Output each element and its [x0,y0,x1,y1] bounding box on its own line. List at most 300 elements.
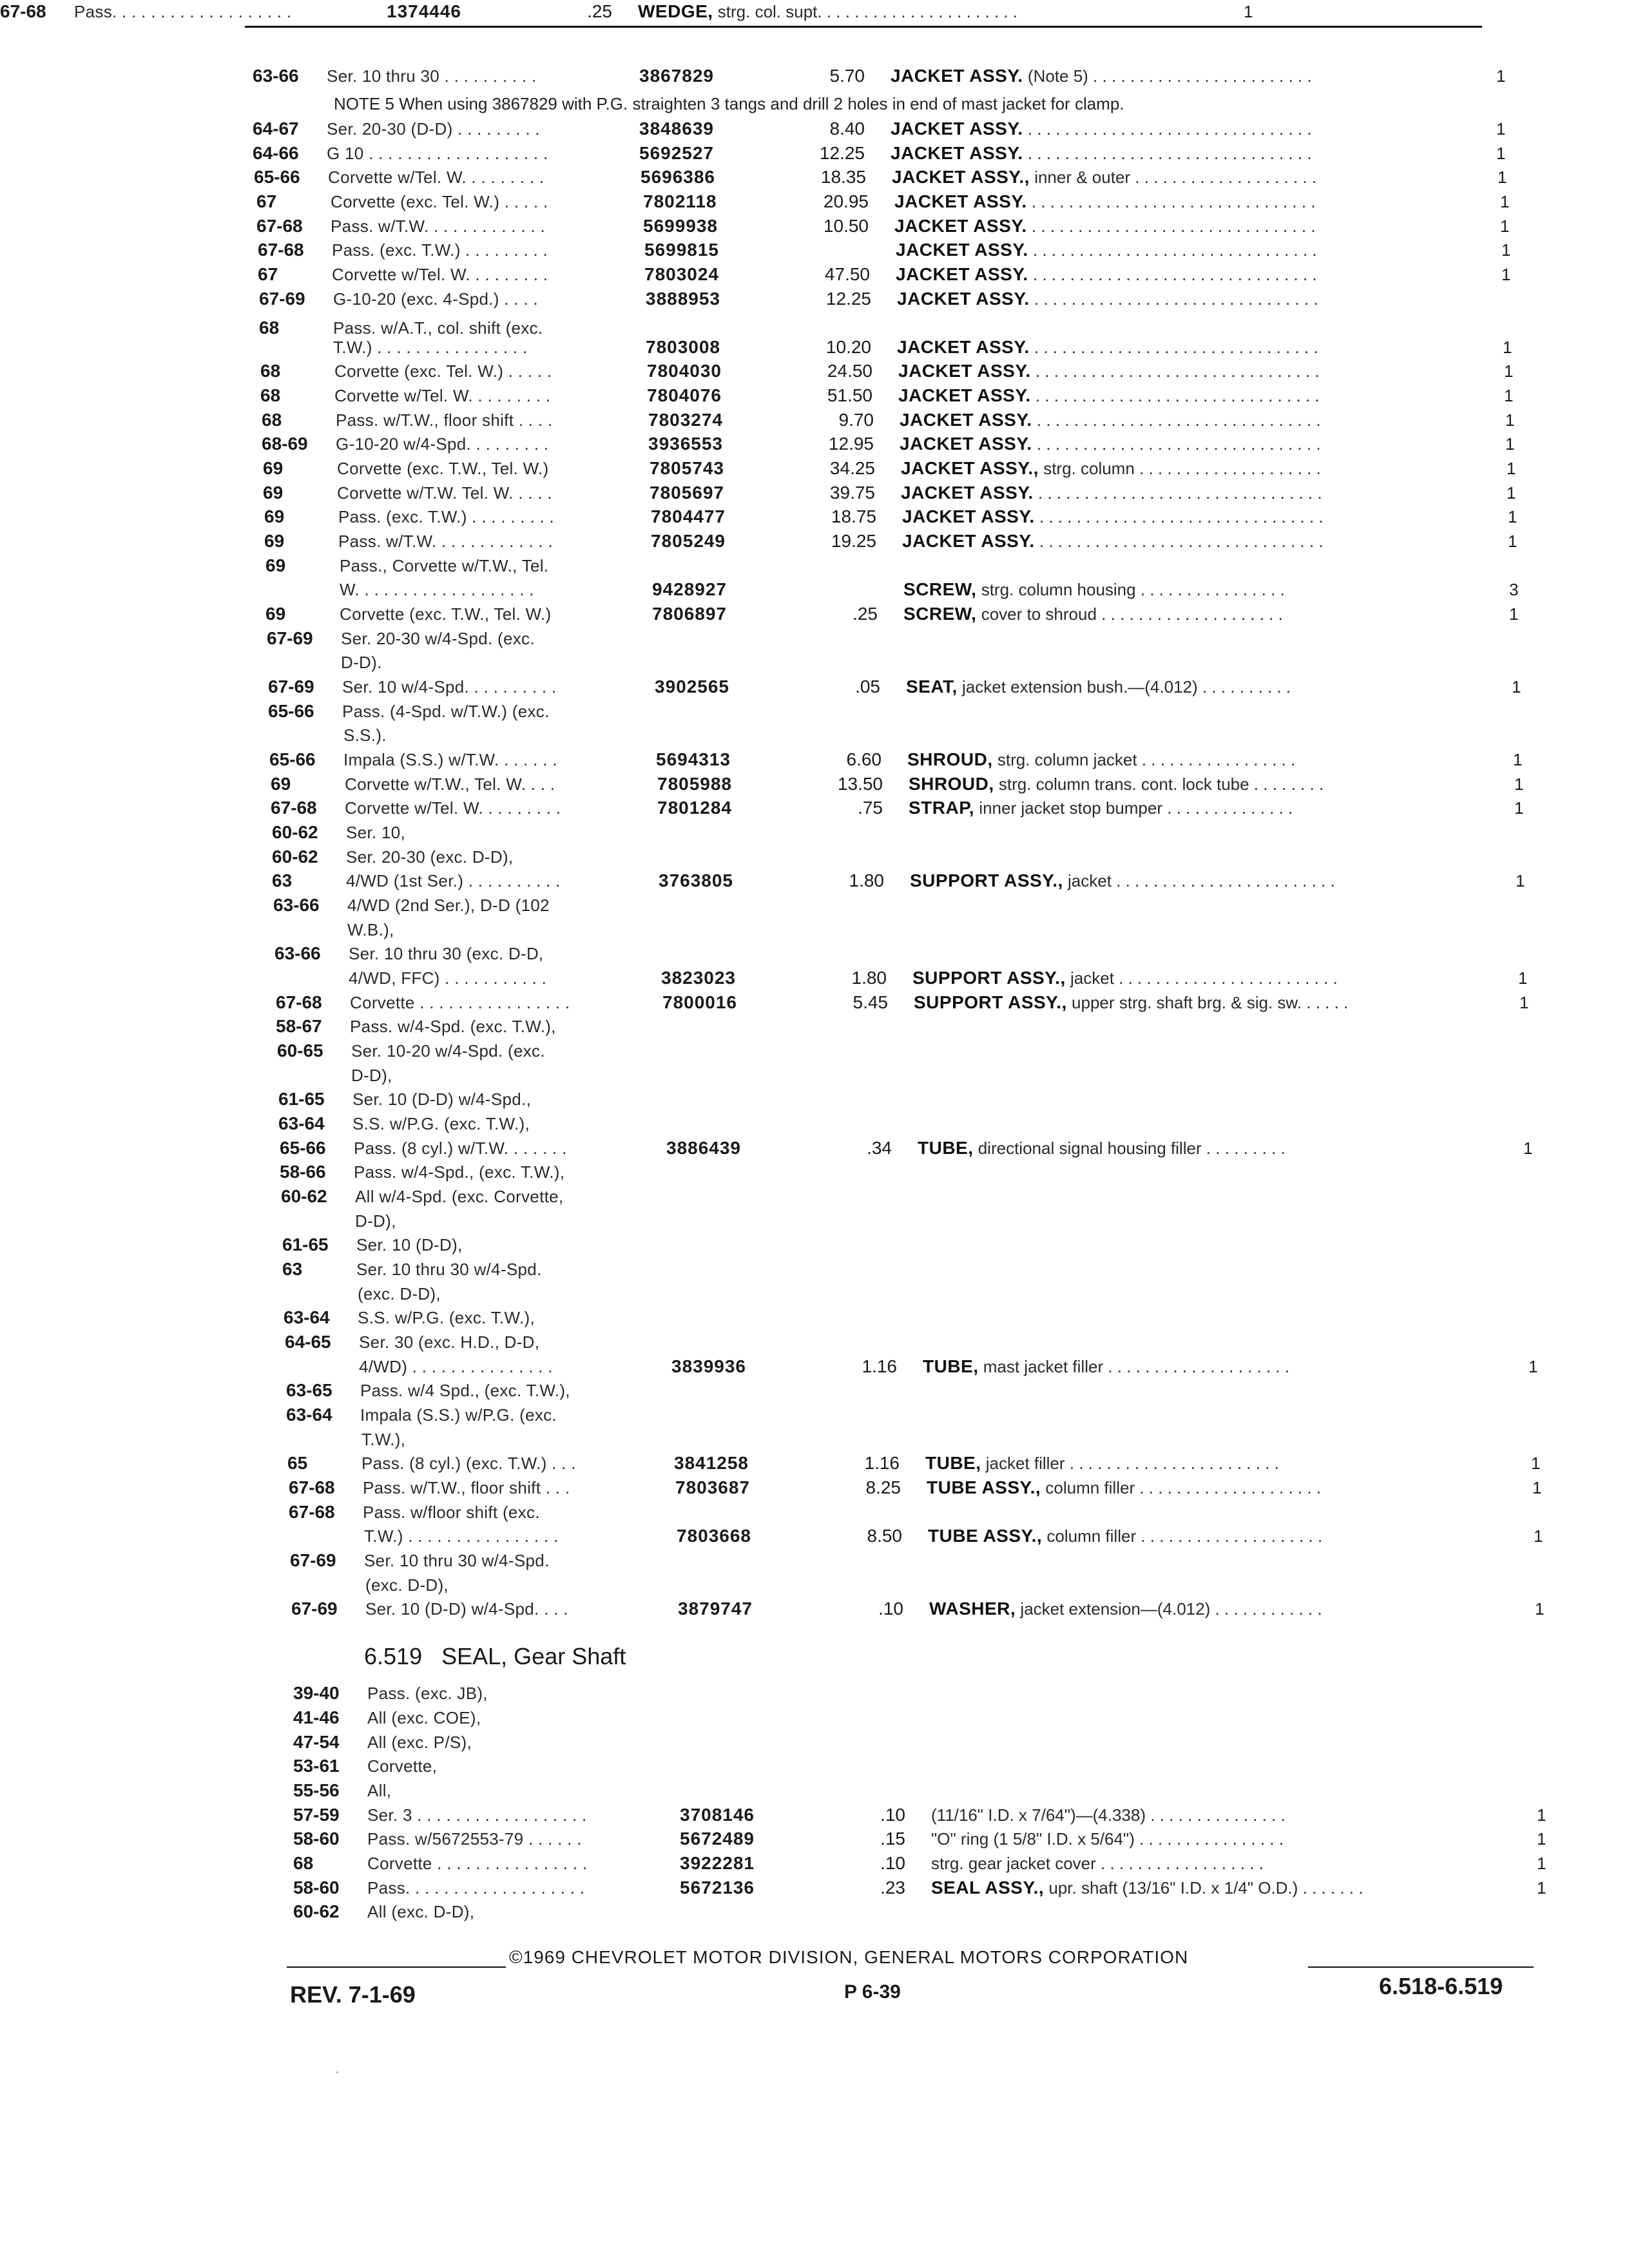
table-row [293,1754,1582,1778]
application: Ser. 20-30 (D-D) . . . . . . . . . [327,119,540,139]
application: Ser. 30 (exc. H.D., D-D, [359,1332,540,1352]
quantity: 1 [1537,1805,1547,1825]
quantity: 1 [1500,216,1510,236]
application: T.W.), [361,1430,406,1449]
application: Corvette w/T.W., Tel. W. . . . [345,774,555,794]
application: Impala (S.S.) w/T.W. . . . . . . [343,750,557,769]
model-years: 57-59 [293,1805,340,1825]
section-code: 6.519 [364,1643,423,1669]
quantity: 1 [1509,604,1519,624]
list-price: .23 [880,1878,905,1898]
list-price: 12.25 [819,143,865,163]
part-description [931,1852,1264,1875]
model-years: 69 [264,531,285,551]
application: All (exc. D-D), [367,1902,475,1921]
table-row [293,1852,1582,1875]
table-row [293,1731,1582,1754]
section-title: SEAL, Gear Shaft [441,1643,626,1669]
model-years: 63 [282,1259,303,1279]
application: Pass., Corvette w/T.W., Tel. [340,556,549,575]
model-years: 63-64 [278,1113,325,1133]
model-years: 63-66 [253,66,299,86]
model-years: 65-66 [268,701,314,721]
application: Pass. (exc. T.W.) . . . . . . . . . [338,507,555,526]
application: Pass. w/4-Spd., (exc. T.W.), [354,1162,565,1182]
model-years: 65-66 [269,749,316,769]
part-detail: jacket extension—(4.012) . . . . . . . . . . . . [1016,1599,1322,1619]
application: Ser. 10 w/4-Spd. . . . . . . . . . [342,677,557,697]
model-years: 67-69 [267,628,313,648]
model-years: 47-54 [293,1732,340,1752]
model-years: 68 [262,410,282,430]
part-number: 7802118 [643,191,717,211]
model-years: 67 [258,264,278,284]
list-price: 51.50 [827,385,872,405]
part-name: TUBE ASSY., [927,1477,1041,1497]
application: All (exc. P/S), [367,1733,472,1752]
model-years: 65 [287,1453,308,1473]
application: Ser. 10, [346,823,406,842]
part-detail: mast jacket filler . . . . . . . . . . . . . . . . . . . . [978,1357,1290,1376]
model-years: 63-65 [286,1380,333,1400]
footer-rule-right [1308,1966,1534,1968]
page-number: P 6-39 [844,1981,901,2003]
application: Pass. w/4-Spd. (exc. T.W.), [350,1017,556,1036]
model-years: 69 [265,604,286,624]
application: D-D), [355,1211,396,1231]
quantity: 1 [1508,507,1518,526]
model-years: 68 [293,1853,314,1873]
quantity: 1 [1496,66,1506,86]
part-name: TUBE, [925,1453,981,1473]
part-name: JACKET ASSY. [902,531,1035,551]
application: Pass. w/A.T., col. shift (exc. [333,318,543,338]
quantity: 1 [1537,1878,1547,1898]
revision-date: REV. 7-1-69 [290,1981,416,2008]
list-price: 12.25 [825,289,871,309]
part-detail: column filler . . . . . . . . . . . . . . . . . . . . [1042,1526,1323,1546]
model-years: 65-66 [280,1138,326,1158]
application: Impala (S.S.) w/P.G. (exc. [360,1405,557,1425]
list-price: 39.75 [829,483,875,503]
quantity: 1 [1498,168,1507,187]
part-detail: upper strg. shaft brg. & sig. sw. . . . . . [1066,993,1349,1012]
model-years: 67-68 [258,240,304,260]
part-number: 7803008 [646,337,721,357]
table-row [293,1682,1582,1705]
model-years: 58-60 [293,1829,340,1849]
part-detail: strg. gear jacket cover . . . . . . . . . . . . . . . . . . [931,1854,1264,1873]
part-name: JACKET ASSY., [901,458,1039,478]
part-number: 9428927 [652,579,728,599]
list-price: 18.75 [831,506,876,526]
application: Ser. 10 thru 30 w/4-Spd. [356,1260,542,1279]
application: All, [367,1781,392,1800]
application: Pass. w/T.W., floor shift . . . [363,1478,570,1497]
part-detail: . . . . . . . . . . . . . . . . . . . . . . . . . . . . . . . [1023,144,1312,163]
table-row [293,1900,1582,1923]
part-number: 7800016 [662,992,738,1012]
part-number: 3708146 [680,1805,755,1825]
list-price: .75 [858,798,883,818]
list-price: 5.70 [829,66,865,86]
part-number: 3867829 [639,66,715,86]
model-years: 64-66 [253,143,299,163]
application: Pass. . . . . . . . . . . . . . . . . . . [74,2,292,21]
part-detail: . . . . . . . . . . . . . . . . . . . . . . . . . . . . . . . [1034,507,1324,526]
part-detail: jacket filler . . . . . . . . . . . . . . . . . . . . . . . [981,1454,1279,1473]
part-number: 5696386 [641,167,716,187]
list-price: 10.50 [823,216,869,236]
part-number: 7803024 [644,264,720,284]
part-detail: . . . . . . . . . . . . . . . . . . . . . . . . . . . . . . . [1030,361,1320,381]
application: Ser. 10 (D-D) w/4-Spd. . . . [365,1599,568,1619]
part-detail: . . . . . . . . . . . . . . . . . . . . . . . . . . . . . . . [1029,338,1318,357]
application: Corvette (exc. Tel. W.) . . . . . [331,192,548,211]
quantity: 1 [1507,483,1516,503]
list-price: 8.40 [829,119,865,139]
quantity: 1 [1514,798,1524,818]
quantity: 1 [1496,144,1506,163]
part-detail: . . . . . . . . . . . . . . . . . . . . . . . . . . . . . . . [1023,119,1312,139]
part-name: TUBE, [923,1356,979,1376]
application: 4/WD, FFC) . . . . . . . . . . . [349,968,547,988]
quantity: 1 [1535,1599,1545,1619]
model-years: 68 [260,361,281,381]
application: Corvette . . . . . . . . . . . . . . . . [350,993,570,1012]
part-detail: . . . . . . . . . . . . . . . . . . . . . . . . . . . . . . . [1027,192,1316,211]
application: Ser. 10 thru 30 (exc. D-D, [349,944,544,963]
list-price: 6.60 [846,749,882,769]
quantity: 1 [1505,410,1515,430]
part-number: 7805249 [651,531,726,551]
part-name: SCREW, [903,579,977,599]
part-name: JACKET ASSY. [898,385,1031,405]
application: All w/4-Spd. (exc. Corvette, [355,1187,564,1206]
part-name: WASHER, [929,1599,1016,1619]
application: Corvette (exc. Tel. W.) . . . . . [334,361,552,381]
model-years: 58-60 [293,1878,340,1898]
application: Pass. (8 cyl.) w/T.W. . . . . . . [354,1139,567,1158]
application: S.S. w/P.G. (exc. T.W.), [352,1114,530,1133]
quantity: 1 [1514,774,1524,794]
quantity: 1 [1534,1526,1543,1546]
part-detail: . . . . . . . . . . . . . . . . . . . . . . . . . . . . . . . [1032,410,1321,430]
quantity: 1 [1513,750,1523,769]
part-number: 3839936 [671,1356,747,1376]
part-detail: "O" ring (1 5/8" I.D. x 5/64") . . . . . . . . . . . . . . . . [931,1829,1284,1849]
model-years: 65-66 [254,167,300,187]
part-name: JACKET ASSY. [896,264,1028,284]
part-number: 7803687 [675,1477,751,1497]
part-number: 7806897 [652,604,728,624]
model-years: 58-67 [276,1016,322,1036]
part-name: JACKET ASSY. [891,143,1023,163]
list-price: .25 [853,604,878,624]
part-number: 7801284 [657,798,733,818]
quantity: 1 [1505,434,1515,454]
application: Corvette . . . . . . . . . . . . . . . . [367,1854,588,1873]
application: Corvette w/Tel. W. . . . . . . . . [328,168,545,187]
model-years: 63-66 [273,895,320,915]
list-price: 1.80 [849,870,884,890]
section-range: 6.518-6.519 [1379,1973,1503,1999]
part-name: WEDGE, [638,1,713,21]
part-number: 3922281 [680,1853,755,1873]
list-price: .34 [867,1138,892,1158]
application: (exc. D-D), [358,1284,441,1303]
part-detail: (Note 5) . . . . . . . . . . . . . . . . . . . . . . . . [1023,66,1312,86]
table-row [293,1706,1582,1729]
model-years: 64-67 [253,119,299,139]
quantity: 1 [1518,968,1528,988]
model-years: 64-65 [285,1332,331,1352]
part-name: TUBE, [918,1138,974,1158]
model-years: 69 [271,774,291,794]
table-row [293,1876,1582,1899]
part-detail: . . . . . . . . . . . . . . . . . . . . . . . . . . . . . . . [1028,265,1317,284]
application: (exc. D-D), [365,1575,448,1595]
application: Ser. 3 . . . . . . . . . . . . . . . . . . [367,1805,587,1825]
part-detail: (11/16" I.D. x 7/64")—(4.338) . . . . . . . . . . . . . . . [931,1805,1286,1825]
list-price: 18.35 [820,167,866,187]
application: Corvette (exc. T.W., Tel. W.) [340,604,552,624]
part-number: 7803668 [677,1526,752,1546]
list-price: .10 [880,1805,905,1825]
model-years: 60-62 [272,822,318,842]
quantity: 1 [1504,386,1514,405]
part-detail: . . . . . . . . . . . . . . . . . . . . . . . . . . . . . . . [1032,434,1321,454]
model-years: 41-46 [293,1707,340,1727]
model-years: 67-68 [289,1477,335,1497]
quantity: 1 [1531,1454,1541,1473]
model-years: 63-66 [275,943,321,963]
application: G-10-20 w/4-Spd. . . . . . . . . [336,434,549,454]
model-years: 67-68 [0,1,46,21]
table-row [293,1803,1582,1827]
model-years: 60-62 [281,1186,327,1206]
part-name: JACKET ASSY. [891,66,1023,86]
application: S.S. w/P.G. (exc. T.W.), [358,1308,535,1327]
quantity: 1 [1501,265,1511,284]
model-years: 69 [263,483,284,503]
part-name: JACKET ASSY. [891,119,1023,139]
quantity: 1 [1501,240,1511,260]
application: Ser. 10 (D-D) w/4-Spd., [352,1090,532,1109]
part-number: 5699938 [643,216,718,236]
application: Pass. w/4 Spd., (exc. T.W.), [360,1381,570,1400]
list-price: 5.45 [853,992,888,1012]
model-years: 61-65 [278,1089,325,1109]
part-name: JACKET ASSY. [894,191,1027,211]
model-years: 68 [260,385,281,405]
part-detail: strg. column trans. cont. lock tube . . . . . . . . [994,774,1324,794]
application: Pass. (4-Spd. w/T.W.) (exc. [342,702,550,721]
part-name: SUPPORT ASSY., [912,968,1066,988]
part-detail: directional signal housing filler . . . . . . . . . [973,1139,1286,1158]
list-price: 8.50 [867,1526,902,1546]
application: Pass. w/T.W., floor shift . . . . [336,410,553,430]
table-row [293,1827,1582,1850]
part-number: 3886439 [666,1138,742,1158]
quantity: 1 [1503,338,1512,357]
application: W. . . . . . . . . . . . . . . . . . . [340,580,534,599]
application: T.W.) . . . . . . . . . . . . . . . . [333,338,528,357]
part-name: JACKET ASSY., [892,167,1030,187]
table-row [293,1779,1582,1802]
application: D-D). [341,653,382,672]
part-name: STRAP, [909,798,975,818]
application: Pass. (8 cyl.) (exc. T.W.) . . . [361,1454,576,1473]
stray-mark: · [335,2065,340,2079]
application: Ser. 20-30 (exc. D-D), [346,847,514,867]
part-detail: strg. column housing . . . . . . . . . . . . . . . . [976,580,1285,599]
part-detail: strg. column . . . . . . . . . . . . . . . . . . . . [1038,459,1321,478]
part-number: 7804477 [651,506,726,526]
application: Pass. (exc. T.W.) . . . . . . . . . [332,240,548,260]
footer-rule-left [287,1966,506,1968]
model-years: 68 [259,318,280,338]
model-years: 67 [256,191,277,211]
application: Ser. 10-20 w/4-Spd. (exc. [351,1041,545,1061]
application: Corvette w/Tel. W. . . . . . . . . [345,798,561,818]
quantity: 1 [1512,677,1521,697]
part-number: 3763805 [659,870,734,890]
part-number: 3823023 [661,968,737,988]
quantity: 1 [1537,1854,1547,1873]
list-price: 47.50 [824,264,870,284]
application: Pass. w/T.W. . . . . . . . . . . . . [331,216,545,236]
model-years: 67-69 [268,677,314,697]
part-name: JACKET ASSY. [894,216,1027,236]
model-years: 67-68 [276,992,322,1012]
application: Corvette w/T.W. Tel. W. . . . . [337,483,552,503]
part-number: 7805743 [650,458,725,478]
part-detail: inner & outer . . . . . . . . . . . . . . . . . . . . [1029,168,1317,187]
model-years: 67-69 [291,1599,338,1619]
application: G-10-20 (exc. 4-Spd.) . . . . [333,289,538,309]
model-years: 69 [263,458,284,478]
part-number: 3902565 [655,677,730,697]
part-number: 5694313 [656,749,731,769]
model-years: 63-64 [286,1405,333,1425]
list-price: .05 [855,677,880,697]
application: Corvette w/Tel. W. . . . . . . . . [332,265,548,284]
list-price: .25 [587,1,612,21]
application: Pass. . . . . . . . . . . . . . . . . . . [367,1878,585,1898]
list-price: .15 [880,1829,905,1849]
list-price: 8.25 [865,1477,901,1497]
application: Pass. w/floor shift (exc. [363,1503,540,1522]
part-name: SHROUD, [907,749,993,769]
part-number: 7803274 [648,410,724,430]
application: 4/WD (1st Ser.) . . . . . . . . . . [346,871,561,890]
list-price: .10 [878,1599,903,1619]
application: T.W.) . . . . . . . . . . . . . . . . [364,1526,559,1546]
model-years: 55-56 [293,1780,340,1800]
list-price: .10 [880,1853,905,1873]
part-name: JACKET ASSY. [897,337,1030,357]
part-name: JACKET ASSY. [896,240,1028,260]
part-number: 3841258 [674,1453,749,1473]
part-detail: jacket extension bush.—(4.012) . . . . . . . . . . [957,677,1291,697]
part-number: 5699815 [644,240,720,260]
model-years: 58-66 [280,1162,326,1182]
part-detail: jacket . . . . . . . . . . . . . . . . . . . . . . . . [1063,871,1335,890]
model-years: 63 [272,870,293,890]
list-price: 9.70 [838,410,874,430]
list-price: 10.20 [825,337,871,357]
quantity: 1 [1528,1357,1538,1376]
part-name: JACKET ASSY. [902,506,1035,526]
part-name: JACKET ASSY. [898,361,1031,381]
part-number: 3888953 [646,289,721,309]
application: Ser. 10 thru 30 w/4-Spd. [364,1551,550,1570]
model-years: 60-62 [293,1901,340,1921]
part-name: SEAT, [906,677,958,697]
application: Ser. 10 (D-D), [356,1235,463,1254]
list-price: 12.95 [828,434,874,454]
quantity: 1 [1516,871,1525,890]
application: S.S.). [343,726,387,745]
part-name: SUPPORT ASSY., [914,992,1067,1012]
part-name: TUBE ASSY., [928,1526,1043,1546]
model-years: 67-68 [256,216,303,236]
part-number: 5672136 [680,1878,755,1898]
part-detail: . . . . . . . . . . . . . . . . . . . . . . . . . . . . . . . [1034,532,1324,551]
model-years: 39-40 [293,1683,340,1703]
application: Corvette w/Tel. W. . . . . . . . . [334,386,551,405]
model-years: 63-64 [284,1307,330,1327]
part-detail: strg. column jacket . . . . . . . . . . . . . . . . . [992,750,1296,769]
list-price: 13.50 [837,774,883,794]
model-years: 69 [264,506,285,526]
part-number: 3936553 [648,434,724,454]
copyright: ©1969 CHEVROLET MOTOR DIVISION, GENERAL MOTORS CORPORATION [509,1947,1189,1967]
list-price: 1.16 [864,1453,900,1473]
application: All (exc. COE), [367,1708,481,1727]
list-price: 24.50 [827,361,872,381]
quantity: 1 [1244,2,1253,21]
quantity: 1 [1519,993,1529,1012]
model-years: 68-69 [262,434,308,454]
part-name: SUPPORT ASSY., [910,870,1063,890]
part-name: SCREW, [903,604,977,624]
application: Pass. w/5672553-79 . . . . . . [367,1829,582,1849]
part-number: 5692527 [639,143,715,163]
part-number: 3879747 [678,1599,753,1619]
part-number: 1374446 [387,1,462,21]
part-detail: . . . . . . . . . . . . . . . . . . . . . . . . . . . . . . . [1030,386,1320,405]
model-years: 67-69 [290,1550,336,1570]
part-detail: column filler . . . . . . . . . . . . . . . . . . . . [1041,1478,1322,1497]
part-name: JACKET ASSY. [900,410,1032,430]
model-years: 53-61 [293,1756,340,1776]
application: Ser. 20-30 w/4-Spd. (exc. [341,629,535,648]
part-name: JACKET ASSY. [901,483,1034,503]
part-detail: inner jacket stop bumper . . . . . . . . . . . . . . [974,798,1293,818]
application: D-D), [351,1066,392,1085]
part-detail: upr. shaft (13/16" I.D. x 1/4" O.D.) . . . . . . . [1044,1878,1364,1898]
model-years: 67-68 [289,1502,335,1522]
part-number: 7804076 [647,385,722,405]
part-detail: . . . . . . . . . . . . . . . . . . . . . . . . . . . . . . . [1029,289,1318,309]
part-detail: . . . . . . . . . . . . . . . . . . . . . . . . . . . . . . . [1033,483,1322,503]
quantity: 1 [1500,192,1510,211]
list-price: 34.25 [829,458,875,478]
list-price: 1.16 [862,1356,897,1376]
part-number: 7805988 [657,774,733,794]
